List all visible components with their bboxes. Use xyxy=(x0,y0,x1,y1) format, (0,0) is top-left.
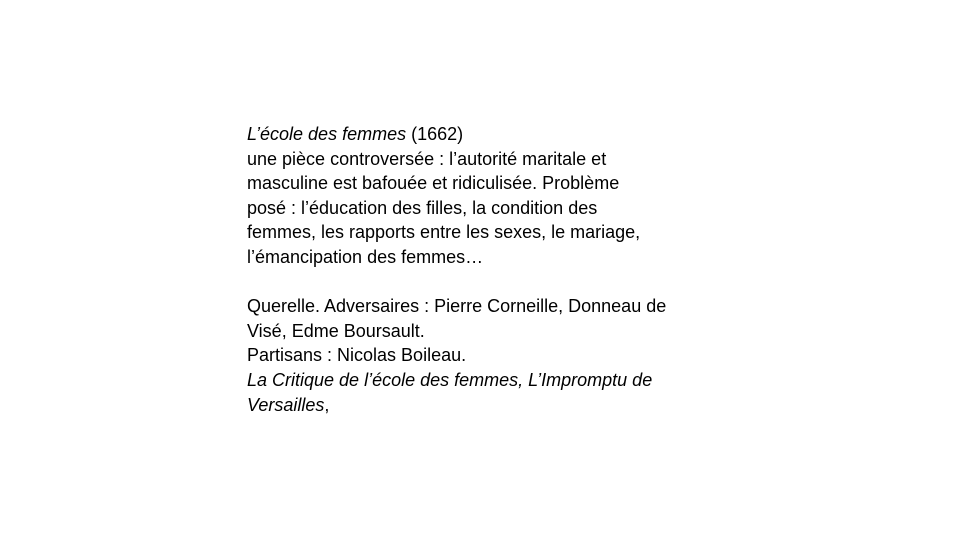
works-line-1: La Critique de l’école des femmes, L’Impromptu de xyxy=(247,369,653,390)
paragraph-spacer xyxy=(247,270,747,295)
play-title-line xyxy=(247,122,747,147)
description-line-1: une pièce controversée : l’autorité maritale et xyxy=(247,148,607,169)
partisans-line: Partisans : Nicolas Boileau. xyxy=(247,345,467,366)
works-title-versailles: Versailles xyxy=(247,394,325,415)
play-title: L’école des femmes xyxy=(247,124,407,144)
quarrel-line-2: Visé, Edme Boursault. xyxy=(247,320,425,341)
description-line-3: posé : l’éducation des filles, la condition des xyxy=(247,197,598,218)
slide-text-body xyxy=(247,122,747,417)
play-year: (1662) xyxy=(406,124,464,144)
description-line-5: l’émancipation des femmes… xyxy=(247,246,484,267)
description-line-2: masculine est bafouée et ridiculisée. Problème xyxy=(247,173,620,194)
works-trailing-comma: , xyxy=(324,394,330,415)
quarrel-line-1: Querelle. Adversaires : Pierre Corneille, Donneau de xyxy=(247,296,667,317)
works-line-2 xyxy=(247,393,747,418)
description-line-4: femmes, les rapports entre les sexes, le mariage, xyxy=(247,222,641,243)
